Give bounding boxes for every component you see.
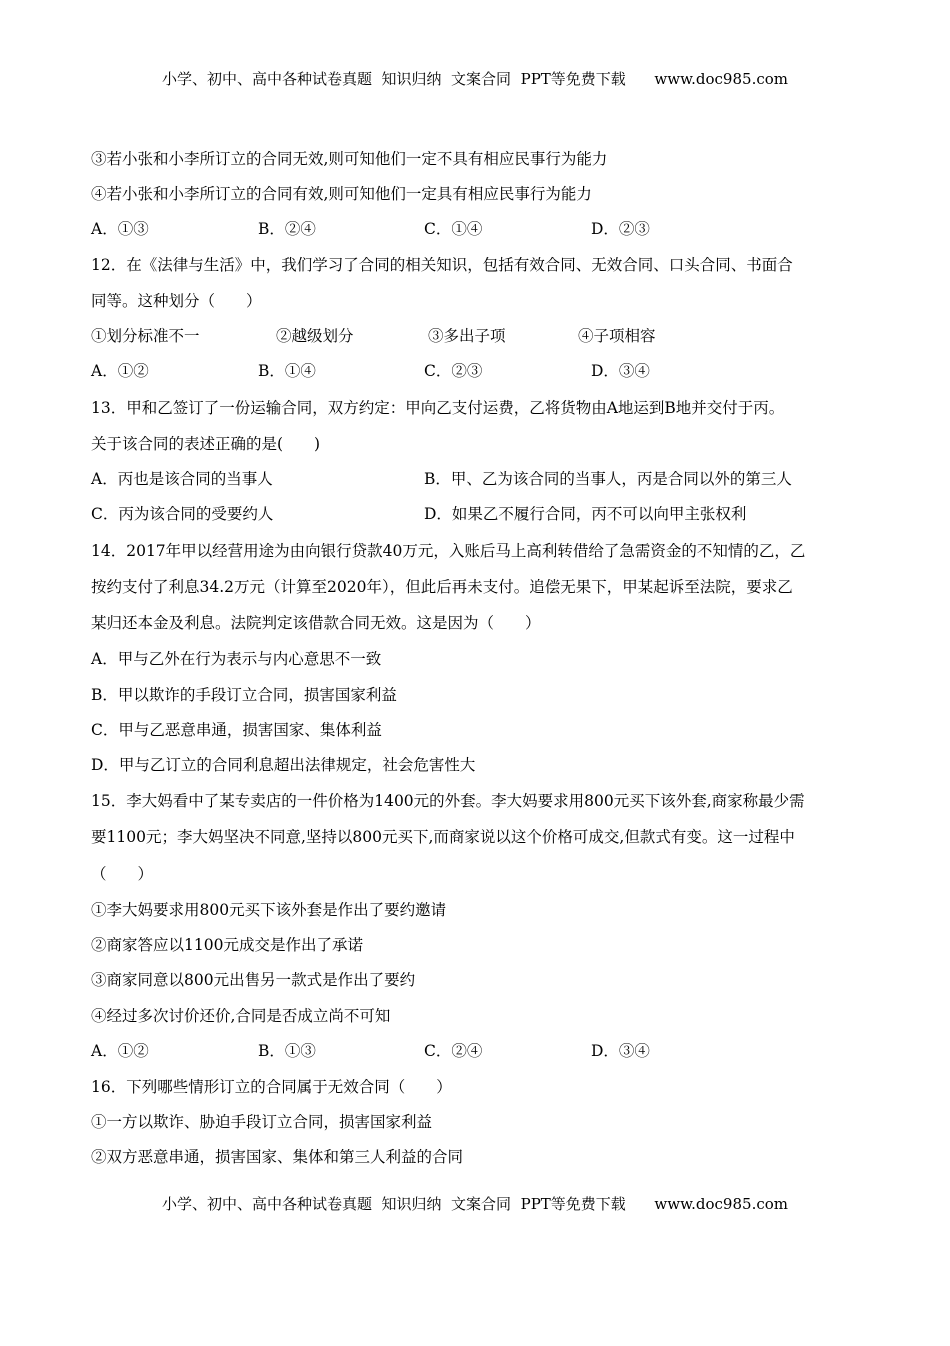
q15-statement-4: ④经过多次讨价还价,合同是否成立尚不可知	[91, 1007, 391, 1025]
q11-option-d: D．②③	[591, 220, 650, 238]
q15-stem-line-2: 要1100元；李大妈坚决不同意,坚持以800元买下,而商家说以这个价格可成交,但款式有变。这一过程中	[91, 828, 795, 846]
q13-stem-line-2: 关于该合同的表述正确的是( )	[91, 435, 321, 453]
q11-statement-4: ④若小张和小李所订立的合同有效,则可知他们一定具有相应民事行为能力	[91, 185, 592, 203]
q12-stem-line-2: 同等。这种划分（ ）	[91, 292, 262, 310]
q13-option-b: B．甲、乙为该合同的当事人，丙是合同以外的第三人	[424, 470, 792, 488]
q12-statement-3: ③多出子项	[428, 327, 506, 345]
q12-option-b: B．①④	[258, 362, 316, 380]
q16-stem-line-1: 16．下列哪些情形订立的合同属于无效合同（ ）	[91, 1078, 452, 1096]
q14-option-b: B．甲以欺诈的手段订立合同，损害国家利益	[91, 686, 397, 704]
q13-option-d: D．如果乙不履行合同，丙不可以向甲主张权利	[424, 505, 747, 523]
q12-statement-2: ②越级划分	[276, 327, 354, 345]
q15-option-c: C．②④	[424, 1042, 483, 1060]
q15-statement-3: ③商家同意以800元出售另一款式是作出了要约	[91, 971, 416, 989]
q12-option-d: D．③④	[591, 362, 650, 380]
q12-stem-line-1: 12．在《法律与生活》中，我们学习了合同的相关知识，包括有效合同、无效合同、口头合同、书面合	[91, 256, 793, 274]
q15-option-a: A．①②	[91, 1042, 149, 1060]
q12-statement-1: ①划分标准不一	[91, 327, 200, 345]
q12-option-c: C．②③	[424, 362, 483, 380]
q13-option-c: C．丙为该合同的受要约人	[91, 505, 274, 523]
q12-statement-4: ④子项相容	[578, 327, 656, 345]
q11-option-a: A．①③	[91, 220, 149, 238]
q15-statement-1: ①李大妈要求用800元买下该外套是作出了要约邀请	[91, 901, 447, 919]
q11-option-c: C．①④	[424, 220, 483, 238]
q14-option-a: A．甲与乙外在行为表示与内心意思不一致	[91, 650, 382, 668]
q15-option-d: D．③④	[591, 1042, 650, 1060]
q14-stem-line-3: 某归还本金及利息。法院判定该借款合同无效。这是因为（ ）	[91, 614, 541, 632]
q13-option-a: A．丙也是该合同的当事人	[91, 470, 273, 488]
q16-statement-1: ①一方以欺诈、胁迫手段订立合同，损害国家利益	[91, 1113, 433, 1131]
q14-stem-line-2: 按约支付了利息34.2万元（计算至2020年），但此后再未支付。追偿无果下，甲某起诉至法院，要求乙	[91, 578, 793, 596]
page-header: 小学、初中、高中各种试卷真题 知识归纳 文案合同 PPT等免费下载 www.doc985.com	[161, 70, 788, 88]
q12-option-a: A．①②	[91, 362, 149, 380]
q13-stem-line-1: 13．甲和乙签订了一份运输合同，双方约定：甲向乙支付运费，乙将货物由A地运到B地并交付于丙。	[91, 399, 785, 417]
q14-option-d: D．甲与乙订立的合同利息超出法律规定，社会危害性大	[91, 756, 476, 774]
q14-stem-line-1: 14．2017年甲以经营用途为由向银行贷款40万元，入账后马上高利转借给了急需资金的不知情的乙，乙	[91, 542, 806, 560]
q11-statement-3: ③若小张和小李所订立的合同无效,则可知他们一定不具有相应民事行为能力	[91, 150, 608, 168]
q16-statement-2: ②双方恶意串通，损害国家、集体和第三人利益的合同	[91, 1148, 464, 1166]
q15-stem-line-1: 15．李大妈看中了某专卖店的一件价格为1400元的外套。李大妈要求用800元买下该外套,商家称最少需	[91, 792, 805, 810]
q15-option-b: B．①③	[258, 1042, 316, 1060]
q11-option-b: B．②④	[258, 220, 316, 238]
q14-option-c: C．甲与乙恶意串通，损害国家、集体利益	[91, 721, 382, 739]
q15-stem-line-3: （ ）	[91, 865, 154, 883]
q15-statement-2: ②商家答应以1100元成交是作出了承诺	[91, 936, 363, 954]
page-footer: 小学、初中、高中各种试卷真题 知识归纳 文案合同 PPT等免费下载 www.doc985.com	[161, 1195, 788, 1213]
